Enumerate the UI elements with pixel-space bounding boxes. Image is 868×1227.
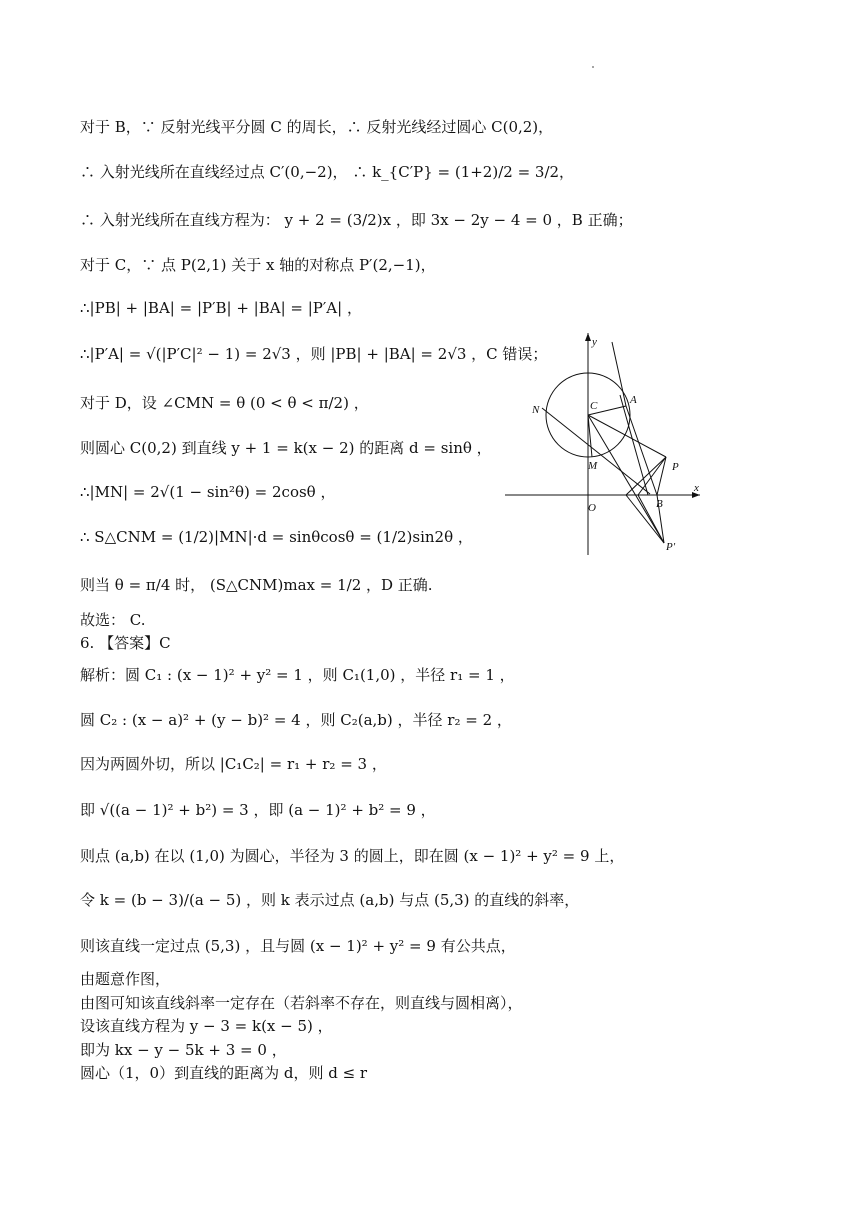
- line-2: ∴ 入射光线所在直线经过点 C′(0,−2)， ∴ k_{C′P} = (1+2)/2 = 3/2，: [80, 163, 575, 181]
- line-c-pp: [588, 415, 664, 543]
- line-23: 设该直线方程为 y − 3 = k(x − 5) ，: [80, 1017, 333, 1035]
- line-12: 故选： C.: [80, 611, 146, 629]
- line-13: 6. 【答案】C: [80, 634, 171, 652]
- line-9: ∴|MN| = 2√(1 − sin²θ) = 2cosθ ，: [80, 483, 336, 501]
- line-20: 则该直线一定过点 (5,3) ，且与圆 (x − 1)² + y² = 9 有公共点，: [80, 937, 516, 955]
- line-14: 解析：圆 C₁ : (x − 1)² + y² = 1 ，则 C₁(1,0) ，半径 r₁ = 1 ，: [80, 666, 515, 684]
- line-21: 由题意作图，: [80, 970, 171, 988]
- line-5: ∴|PB| + |BA| = |P′B| + |BA| = |P′A| ，: [80, 299, 362, 317]
- label-n: N: [532, 404, 540, 416]
- line-a-b: [626, 406, 657, 495]
- line-22: 由图可知该直线斜率一定存在（若斜率不存在，则直线与圆相离），: [80, 994, 523, 1012]
- line-11: 则当 θ = π/4 时， (S△CNM)max = 1/2 ，D 正确.: [80, 576, 433, 594]
- line-24: 即为 kx − y − 5k + 3 = 0 ，: [80, 1041, 287, 1059]
- line-reflect-2: [612, 342, 626, 406]
- page-dot: [592, 66, 594, 68]
- line-3: ∴ 入射光线所在直线方程为： y + 2 = (3/2)x ，即 3x − 2y − 4 = 0 ，B 正确；: [80, 211, 633, 229]
- line-19: 令 k = (b − 3)/(a − 5) ，则 k 表示过点 (a,b) 与点 (5,3) 的直线的斜率，: [80, 891, 580, 909]
- line-7: 对于 D，设 ∠CMN = θ (0 < θ < π/2) ，: [80, 394, 369, 412]
- line-16: 因为两圆外切，所以 |C₁C₂| = r₁ + r₂ = 3 ，: [80, 755, 387, 773]
- geometry-diagram: [500, 325, 710, 565]
- label-b: B: [656, 498, 663, 510]
- line-15: 圆 C₂ : (x − a)² + (y − b)² = 4 ，则 C₂(a,b) ，半径 r₂ = 2 ，: [80, 711, 512, 729]
- label-x: x: [694, 482, 699, 494]
- y-axis-arrow: [585, 333, 591, 341]
- label-m: M: [588, 460, 598, 472]
- label-c: C: [590, 400, 598, 412]
- line-4: 对于 C，∵ 点 P(2,1) 关于 x 轴的对称点 P′(2,−1)，: [80, 256, 436, 274]
- label-o: O: [588, 502, 596, 514]
- line-25: 圆心（1，0）到直线的距离为 d，则 d ≤ r: [80, 1064, 368, 1082]
- line-8: 则圆心 C(0,2) 到直线 y + 1 = k(x − 2) 的距离 d = sinθ ，: [80, 439, 492, 457]
- label-p: P: [672, 461, 679, 473]
- line-10: ∴ S△CNM = (1/2)|MN|·d = sinθcosθ = (1/2)sin2θ ，: [80, 528, 473, 546]
- line-18: 则点 (a,b) 在以 (1,0) 为圆心，半径为 3 的圆上，即在圆 (x − 1)² + y² = 9 上，: [80, 847, 625, 865]
- line-17: 即 √((a − 1)² + b²) = 3 ，即 (a − 1)² + b² = 9 ，: [80, 801, 436, 819]
- line-n-b: [542, 408, 650, 494]
- label-a: A: [630, 394, 637, 406]
- label-y: y: [592, 336, 597, 348]
- line-6: ∴|P′A| = √(|P′C|² − 1) = 2√3 ，则 |PB| + |BA| = 2√3 ，C 错误；: [80, 345, 548, 363]
- label-pp: P′: [666, 541, 676, 553]
- diagram-svg: [500, 325, 710, 565]
- line-1: 对于 B，∵ 反射光线平分圆 C 的周长，∴ 反射光线经过圆心 C(0,2)，: [80, 118, 554, 136]
